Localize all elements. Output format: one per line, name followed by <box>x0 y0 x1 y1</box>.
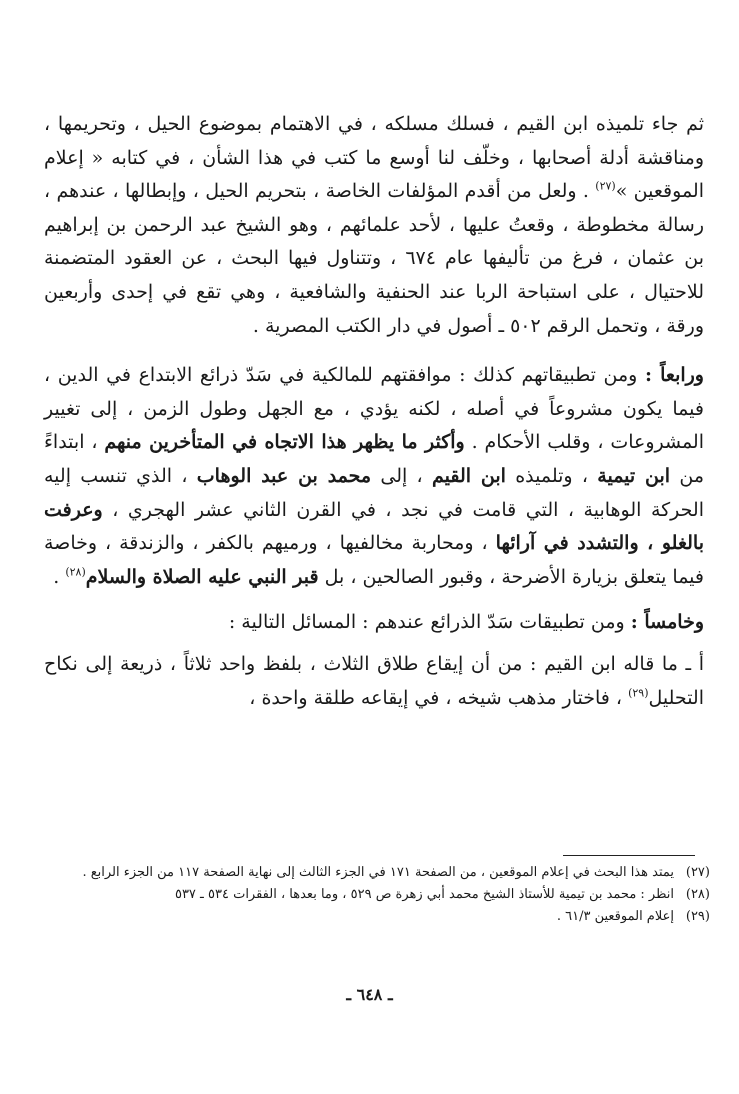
footnote-number: (٢٧) <box>685 865 710 880</box>
paragraph-2-text-6: ، ومحاربة مخالفيها ، ورميهم بالكفر ، والزندقة ، وخاصة فيما يتعلق بزيارة الأضرحة ، وقبور الصالحين ، بل <box>44 532 704 588</box>
footnote-text: يمتد هذا البحث في إعلام الموقعين ، من الصفحة ١٧١ في الجزء الثالث إلى نهاية الصفحة ١١٧ من الجزء الرابع . <box>82 865 674 880</box>
paragraph-2-text-5: ، الذي تنسب إليه الحركة الوهابية ، التي قامت في نجد ، في القرن الثاني عشر الهجري ، <box>44 464 704 521</box>
paragraph-2-bold-1: وأكثر ما يظهر هذا الاتجاه في المتأخرين منهم <box>104 431 465 454</box>
footnotes <box>44 862 710 928</box>
paragraph-item-a <box>44 648 704 715</box>
paragraph-2-bold-3: ابن القيم <box>431 464 506 487</box>
paragraph-fifth <box>44 606 704 640</box>
paragraph-2-bold-2: ابن تيمية <box>597 464 671 487</box>
paragraph-4-text: أ ـ ما قاله ابن القيم : من أن إيقاع طلاق الثلاث ، بلفظ واحد ثلاثاً ، ذريعة إلى نكاح التحليل <box>44 652 704 709</box>
footnote-number: (٢٨) <box>685 887 710 902</box>
paragraph-2-text-1: ومن تطبيقاتهم كذلك : موافقتهم للمالكية في سَدّ ذرائع الابتداع في الدين ، فيما يكون مشروعاً في أصله ، لكنه يؤدي ، مع الجهل وطول الزمن ، إلى تغيير المشروعات ، وقلب الأحكام . <box>44 364 705 454</box>
paragraph-2-bold-4: محمد بن عبد الوهاب <box>196 464 372 487</box>
footnote-29 <box>44 906 710 928</box>
footnote-27 <box>44 862 710 884</box>
paragraph-2-lead: ورابعاً : <box>644 364 704 387</box>
paragraph-2-text-4: ، إلى <box>371 464 432 487</box>
paragraph-2-bold-5: وعرفت بالغلو ، والتشدد في آرائها <box>44 498 704 555</box>
footnote-text: إعلام الموقعين ٦١/٣ . <box>556 909 674 924</box>
paragraph-ibn-qayyim-hiyal <box>44 108 704 343</box>
paragraph-1-rest: . ولعل من أقدم المؤلفات الخاصة ، بتحريم الحيل ، وإبطالها ، عندهم ، رسالة مخطوطة ، وقعتُ عليها ، لأحد علمائهم ، وهو الشيخ عبد الرحمن بن إبراهيم بن عثمان ، فرغ من تأليفها عام ٦٧٤ ، وتتناول فيها البحث ، عن العقود المتضمنة للاحتيال ، على استباحة الربا عند الحنفية والشافعية ، وهي تقع في إحدى وأربعين ورقة ، وتحمل الرقم ٥٠٢ ـ أصول في دار الكتب المصرية . <box>44 180 704 337</box>
paragraph-1-text: ثم جاء تلميذه ابن القيم ، فسلك مسلكه ، في الاهتمام بموضوع الحيل ، وتحريمها ، ومناقشة أدلة أصحابها ، وخلّف لنا أوسع ما كتب في هذا الشأن ، في كتابه « إعلام الموقعين » <box>44 113 704 203</box>
main-text <box>44 108 704 715</box>
footnote-28 <box>44 884 710 906</box>
paragraph-2-bold-6: قبر النبي عليه الصلاة والسلام <box>85 565 319 588</box>
paragraph-3-lead: وخامساً : <box>630 611 704 634</box>
paragraph-4-rest: ، فاختار مذهب شيخه ، في إيقاعه طلقة واحدة ، <box>249 686 629 709</box>
page-number: ـ ٦٤٨ ـ <box>346 985 393 1004</box>
paragraph-2-text-7: . <box>53 565 66 588</box>
footnote-text: انظر : محمد بن تيمية للأستاذ الشيخ محمد أبي زهرة ص ٥٢٩ ، وما بعدها ، الفقرات ٥٣٤ ـ ٥٣٧ <box>174 887 674 902</box>
paragraph-2-text-3: ، وتلميذه <box>505 464 598 487</box>
paragraph-3-text: ومن تطبيقات سَدّ الذرائع عندهم : المسائل التالية : <box>228 611 631 634</box>
footnote-ref-27[interactable]: (٢٧) <box>595 179 616 193</box>
footnote-ref-29[interactable]: (٢٩) <box>628 686 649 700</box>
footnote-number: (٢٩) <box>685 909 710 924</box>
paragraph-fourth <box>44 359 704 594</box>
paragraph-2-text-2: ، ابتداءً من <box>44 431 705 487</box>
footnote-ref-28[interactable]: (٢٨) <box>65 565 86 579</box>
footnote-separator <box>563 855 695 856</box>
